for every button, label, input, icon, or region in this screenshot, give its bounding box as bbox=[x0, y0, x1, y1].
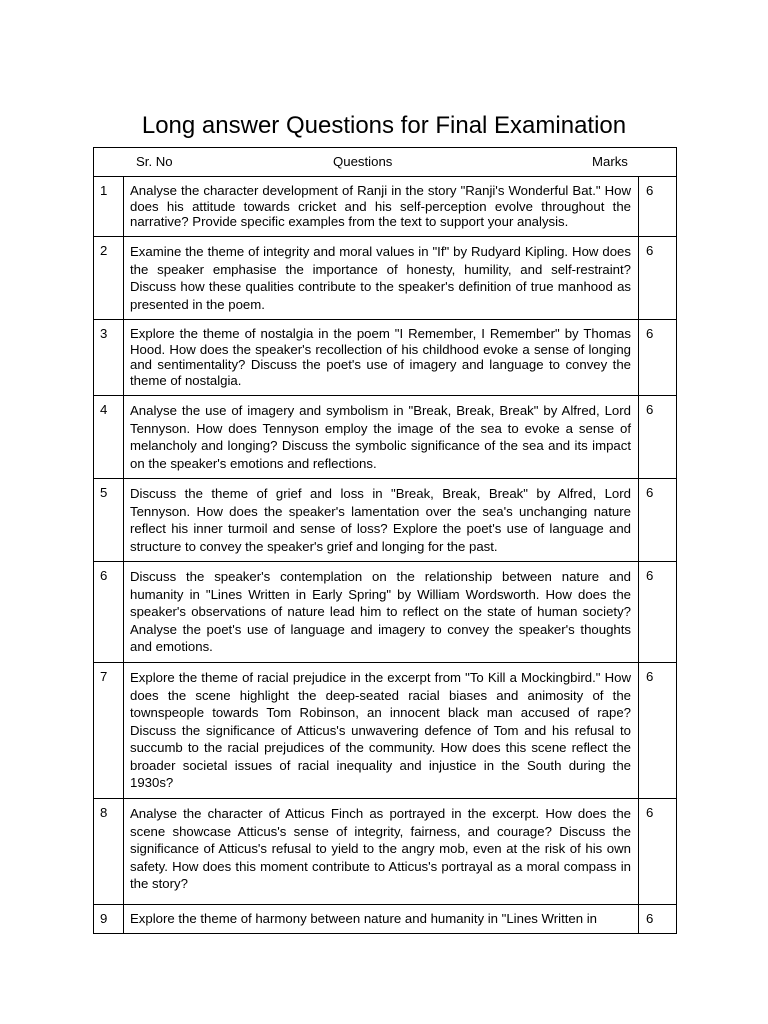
header-sr-no: Sr. No bbox=[136, 154, 173, 169]
row-number: 7 bbox=[94, 663, 124, 799]
row-question: Analyse the character of Atticus Finch as portrayed in the excerpt. How does the scene showcase Atticus's sense of integrity, fairness, and courage? Discuss the significance of Atticus's refusal to yield to the angry mob, even at the risk of his own safety. How does this moment contribute to Atticus's portrayal as a moral compass in the story? bbox=[124, 799, 639, 905]
table-row bbox=[94, 663, 677, 799]
row-number: 9 bbox=[94, 905, 124, 934]
row-question: Explore the theme of harmony between nature and humanity in "Lines Written in bbox=[124, 905, 639, 934]
row-question: Discuss the theme of grief and loss in "Break, Break, Break" by Alfred, Lord Tennyson. How does the speaker's lamentation over the sea's unchanging nature reflect his inner turmoil and sense of loss? Explore the poet's use of language and structure to convey the speaker's grief and longing for the past. bbox=[124, 479, 639, 562]
table-header-row bbox=[94, 148, 677, 177]
row-question: Explore the theme of nostalgia in the poem "I Remember, I Remember" by Thomas Hood. How does the speaker's recollection of his childhood evoke a sense of longing and sentimentality? Discuss the poet's use of imagery and language to convey the theme of nostalgia. bbox=[124, 320, 639, 396]
page-title: Long answer Questions for Final Examination bbox=[141, 112, 627, 139]
row-question: Examine the theme of integrity and moral values in "If" by Rudyard Kipling. How does the speaker emphasise the importance of honesty, humility, and self-restraint? Discuss how these qualities contribute to the speaker's definition of true manhood as presented in the poem. bbox=[124, 237, 639, 320]
row-question: Discuss the speaker's contemplation on the relationship between nature and humanity in "Lines Written in Early Spring" by William Wordsworth. How does the speaker's observations of nature lead him to reflect on the state of human society? Analyse the poet's use of language and imagery to convey the speaker's thoughts and emotions. bbox=[124, 562, 639, 663]
row-marks: 6 bbox=[639, 663, 677, 799]
row-number: 3 bbox=[94, 320, 124, 396]
row-number: 5 bbox=[94, 479, 124, 562]
questions-table bbox=[93, 147, 677, 934]
table-row bbox=[94, 177, 677, 237]
row-marks: 6 bbox=[639, 177, 677, 237]
row-marks: 6 bbox=[639, 562, 677, 663]
row-marks: 6 bbox=[639, 396, 677, 479]
row-number: 8 bbox=[94, 799, 124, 905]
table-row bbox=[94, 396, 677, 479]
table-row bbox=[94, 905, 677, 934]
table-header-cell bbox=[94, 148, 677, 177]
row-marks: 6 bbox=[639, 237, 677, 320]
header-marks: Marks bbox=[592, 154, 628, 169]
table-row bbox=[94, 799, 677, 905]
table-row bbox=[94, 237, 677, 320]
row-question: Analyse the use of imagery and symbolism in "Break, Break, Break" by Alfred, Lord Tennyson. How does Tennyson employ the image of the sea to evoke a sense of melancholy and longing? Discuss the symbolic significance of the sea and its impact on the speaker's emotions and reflections. bbox=[124, 396, 639, 479]
row-number: 1 bbox=[94, 177, 124, 237]
row-number: 2 bbox=[94, 237, 124, 320]
row-number: 4 bbox=[94, 396, 124, 479]
table-row bbox=[94, 320, 677, 396]
row-marks: 6 bbox=[639, 799, 677, 905]
row-question: Explore the theme of racial prejudice in the excerpt from "To Kill a Mockingbird." How does the scene highlight the deep-seated racial biases and animosity of the townspeople towards Tom Robinson, an innocent black man accused of rape? Discuss the significance of Atticus's unwavering defence of Tom and his refusal to succumb to the racial prejudices of the community. How does this scene reflect the broader societal issues of racial inequality and injustice in the South during the 1930s? bbox=[124, 663, 639, 799]
header-questions: Questions bbox=[333, 154, 393, 169]
row-number: 6 bbox=[94, 562, 124, 663]
row-marks: 6 bbox=[639, 320, 677, 396]
table-row bbox=[94, 479, 677, 562]
row-marks: 6 bbox=[639, 905, 677, 934]
row-marks: 6 bbox=[639, 479, 677, 562]
row-question: Analyse the character development of Ranji in the story "Ranji's Wonderful Bat." How does his attitude towards cricket and his self-perception evolve throughout the narrative? Provide specific examples from the text to support your analysis. bbox=[124, 177, 639, 237]
table-row bbox=[94, 562, 677, 663]
